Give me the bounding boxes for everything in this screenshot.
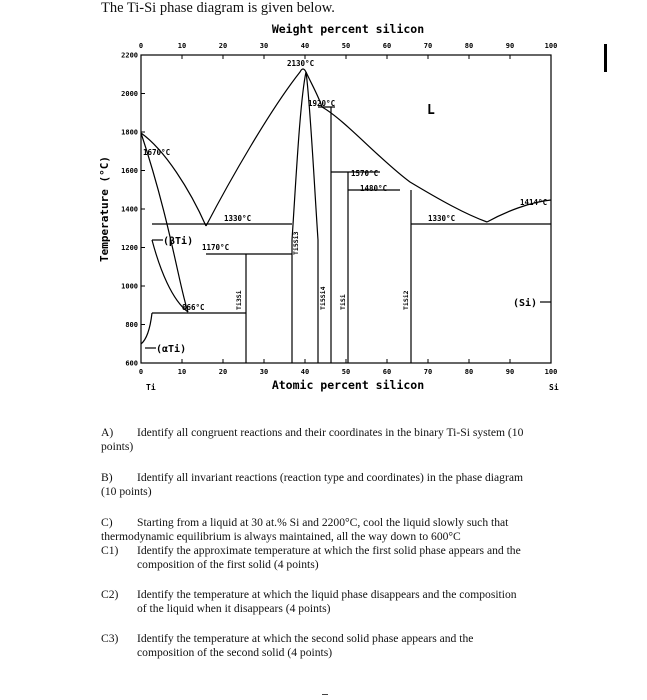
y-tick-label: 1000 [121, 282, 138, 291]
question-c3-text: Identify the temperature at which the second solid phase appears and the [137, 632, 474, 645]
question-a-label: A) [101, 426, 114, 439]
beta-ti-label: (βTi) [163, 236, 194, 247]
y-tick-label: 2000 [121, 90, 138, 98]
tisi2-label: TiSi2 [402, 290, 410, 310]
bottom-tick-label: 40 [300, 368, 310, 376]
top-tick-label: 80 [464, 42, 474, 50]
bottom-tick-label: 70 [423, 368, 433, 376]
intro-text: The Ti-Si phase diagram is given below. [101, 0, 335, 16]
question-c1-label: C1) [101, 544, 119, 557]
bottom-tick-label: 50 [341, 368, 351, 376]
label-1170: 1170°C [202, 243, 230, 252]
label-1670: 1670°C [143, 148, 171, 157]
top-tick-label: 30 [259, 42, 269, 50]
liquidus-1920-to-tisi2 [322, 107, 487, 222]
label-1330-left: 1330°C [224, 214, 252, 223]
liquidus-eutectic-to-peak [206, 69, 306, 226]
top-tick-group [139, 42, 557, 59]
question-b-cont: (10 points) [101, 485, 152, 498]
beta-alpha-transus [141, 133, 188, 312]
bottom-tick-label: 80 [464, 368, 474, 376]
question-c2 [101, 588, 517, 602]
question-c1-text: Identify the approximate temperature at which the first solid phase appears and the [137, 544, 521, 557]
label-1480: 1480°C [360, 184, 388, 193]
ti5si3-right-boundary [306, 72, 318, 363]
question-b-text: Identify all invariant reactions (reaction type and coordinates) in the phase diagram [137, 471, 523, 484]
question-c2-cont: of the liquid when it disappears (4 points) [137, 602, 331, 615]
ti3si-label: Ti3Si [235, 290, 243, 310]
bottom-tick-label: 20 [218, 368, 228, 376]
ti5si4-label: Ti5Si4 [319, 286, 327, 310]
question-c-cont: thermodynamic equilibrium is always maintained, all the way down to 600°C [101, 530, 461, 543]
question-c [101, 516, 508, 530]
alpha-solvus [141, 313, 152, 344]
question-c3-cont: composition of the second solid (4 points) [137, 646, 333, 659]
question-b-label: B) [101, 471, 113, 484]
question-b [101, 471, 523, 485]
alpha-ti-label: (αTi) [156, 344, 187, 355]
si-phase-label: (Si) [513, 298, 538, 309]
question-c-label: C) [101, 516, 113, 529]
bottom-tick-label: 0 [138, 368, 144, 376]
ti5si3-label: Ti5Si3 [292, 231, 300, 255]
question-a [101, 426, 523, 440]
top-tick-label: 0 [138, 42, 144, 50]
question-a-cont: points) [101, 440, 134, 453]
question-c1-cont: composition of the first solid (4 points) [137, 558, 319, 571]
question-c2-text: Identify the temperature at which the liquid phase disappears and the composition [137, 588, 517, 601]
top-tick-label: 50 [341, 42, 351, 50]
y-tick-label: 600 [125, 359, 138, 368]
y-tick-label: 2200 [121, 51, 138, 60]
question-c3-label: C3) [101, 632, 119, 645]
ti5si3-left-boundary [292, 72, 306, 363]
liquid-label: L [427, 103, 435, 118]
top-tick-label: 40 [300, 42, 310, 50]
question-c2-label: C2) [101, 588, 119, 601]
question-c-text: Starting from a liquid at 30 at.% Si and 2200°C, cool the liquid slowly such that [137, 516, 509, 529]
page-break-mark [322, 694, 328, 698]
label-1330-right: 1330°C [428, 214, 456, 223]
si-end-label: Si [549, 383, 559, 392]
top-tick-label: 70 [423, 42, 433, 50]
top-tick-label: 20 [218, 42, 228, 50]
top-tick-label: 10 [177, 42, 187, 50]
label-1570: 1570°C [351, 169, 379, 178]
y-tick-label: 1800 [121, 128, 138, 137]
top-tick-label: 100 [544, 42, 558, 50]
label-2130: 2130°C [287, 59, 315, 68]
bottom-tick-label: 10 [177, 368, 187, 376]
bottom-tick-label: 30 [259, 368, 269, 376]
label-866: 866°C [182, 303, 205, 312]
bottom-tick-label: 90 [505, 368, 515, 376]
label-1920: 1920°C [308, 99, 336, 108]
top-tick-label: 60 [382, 42, 392, 50]
plot-frame [141, 55, 551, 363]
question-c3 [101, 632, 473, 646]
question-c1 [101, 544, 521, 558]
page-edge-bar [604, 44, 607, 72]
y-tick-label: 1200 [121, 244, 138, 252]
tisi-label: TiSi [339, 294, 347, 310]
y-tick-label: 800 [125, 321, 138, 329]
y-tick-label: 1400 [121, 205, 138, 214]
ti-end-label: Ti [146, 383, 156, 392]
beta-boundary-left [152, 240, 188, 312]
top-axis-title: Weight percent silicon [271, 22, 425, 36]
bottom-tick-label: 100 [544, 368, 558, 376]
bottom-axis-title: Atomic percent silicon [271, 378, 425, 392]
liquidus-ti-to-eutectic [141, 133, 206, 226]
question-a-text: Identify all congruent reactions and their coordinates in the binary Ti-Si system (10 [137, 426, 524, 439]
label-1414: 1414°C [520, 198, 548, 207]
top-tick-label: 90 [505, 42, 515, 50]
y-axis-title: Temperature (°C) [98, 156, 111, 262]
bottom-tick-label: 60 [382, 368, 392, 376]
y-tick-label: 1600 [121, 167, 138, 175]
